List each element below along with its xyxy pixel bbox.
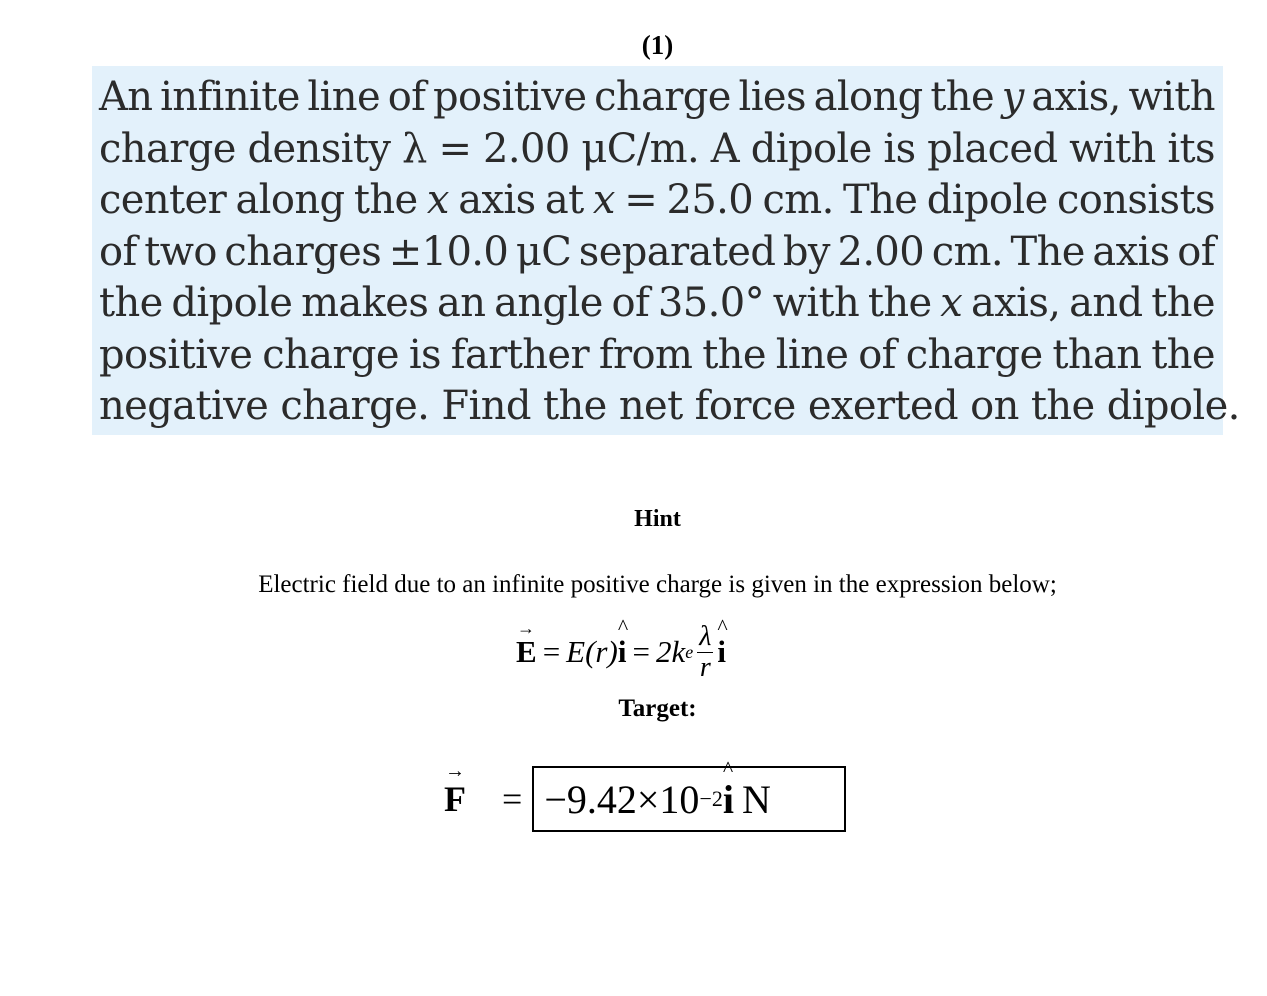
problem-word: charges bbox=[224, 228, 382, 275]
problem-word: dipole bbox=[171, 280, 293, 326]
problem-word: the bbox=[353, 177, 418, 223]
unit-vector-i bbox=[617, 614, 629, 670]
problem-word: by bbox=[782, 228, 830, 275]
answer-unit-vector-letter: i bbox=[722, 776, 734, 822]
problem-word: x bbox=[592, 177, 615, 223]
answer-unit-vector bbox=[722, 755, 734, 823]
problem-word: x bbox=[940, 280, 963, 326]
problem-word: with bbox=[1128, 74, 1215, 120]
problem-word: The bbox=[1010, 228, 1085, 275]
problem-word: the bbox=[702, 331, 766, 378]
problem-word: the bbox=[930, 74, 995, 120]
target-heading: Target: bbox=[618, 695, 697, 722]
electric-field-equation bbox=[516, 612, 726, 692]
coefficient-subscript: e bbox=[685, 641, 694, 662]
problem-word: λ bbox=[402, 125, 427, 172]
problem-word: separated bbox=[578, 228, 776, 275]
problem-word: placed bbox=[927, 125, 1058, 172]
problem-word: cm. bbox=[931, 228, 1003, 275]
answer-equals-sign: = bbox=[502, 779, 523, 819]
unit-vector-letter-2: i bbox=[717, 634, 726, 669]
problem-word: with bbox=[772, 280, 860, 326]
answer-unit: N bbox=[741, 776, 771, 822]
unit-vector-i-2 bbox=[717, 614, 728, 670]
problem-word: an bbox=[437, 280, 486, 326]
hat-icon: ^ bbox=[617, 614, 629, 639]
problem-word: dipole bbox=[750, 125, 872, 172]
problem-line bbox=[99, 175, 1215, 227]
problem-word: line bbox=[775, 331, 849, 378]
problem-word: is bbox=[883, 125, 916, 172]
problem-word: the bbox=[1151, 280, 1215, 326]
problem-word: of bbox=[611, 280, 650, 326]
problem-statement bbox=[92, 66, 1240, 435]
problem-word: y bbox=[1001, 74, 1024, 120]
field-function: E bbox=[566, 634, 586, 669]
problem-word: is bbox=[408, 331, 441, 378]
problem-word: along bbox=[813, 74, 923, 120]
problem-word: The bbox=[843, 177, 918, 223]
problem-word: axis, bbox=[1031, 74, 1121, 120]
problem-word: of bbox=[387, 74, 426, 120]
problem-word: An bbox=[99, 74, 153, 120]
hat-icon-3: ^ bbox=[722, 755, 734, 781]
unit-vector-letter: i bbox=[617, 634, 627, 669]
problem-word: x bbox=[426, 177, 449, 223]
problem-word: its bbox=[1167, 125, 1215, 172]
problem-word: positive bbox=[99, 331, 253, 378]
problem-word: infinite bbox=[160, 74, 300, 120]
problem-word: density bbox=[247, 125, 391, 172]
field-vector-symbol bbox=[516, 618, 537, 670]
problem-word: charge bbox=[99, 125, 236, 172]
fraction-denominator: r bbox=[699, 651, 711, 683]
problem-word: 2.00 bbox=[837, 228, 925, 275]
problem-line bbox=[99, 124, 1215, 176]
problem-line bbox=[99, 330, 1215, 382]
problem-line bbox=[99, 381, 1240, 433]
problem-word: μC bbox=[515, 228, 572, 275]
problem-number: (1) bbox=[641, 30, 674, 60]
problem-word: at bbox=[544, 177, 584, 223]
answer-box bbox=[532, 755, 846, 832]
problem-word: = bbox=[624, 177, 658, 223]
hint-heading: Hint bbox=[634, 506, 681, 532]
target-answer-row bbox=[444, 755, 846, 835]
problem-word: charge bbox=[594, 74, 731, 120]
problem-line bbox=[99, 72, 1215, 124]
problem-word: 2.00 bbox=[483, 125, 570, 172]
problem-word: charge bbox=[905, 331, 1043, 378]
problem-word: the bbox=[1151, 331, 1215, 378]
equals-sign-2: = bbox=[632, 634, 650, 669]
vector-arrow-icon-2: → bbox=[445, 760, 465, 782]
field-argument: (r) bbox=[585, 634, 618, 669]
problem-word: of bbox=[1177, 228, 1215, 275]
force-symbol: F bbox=[444, 779, 466, 819]
problem-word: of bbox=[99, 228, 137, 275]
problem-word: A bbox=[710, 125, 740, 172]
problem-word: 25.0 bbox=[666, 177, 754, 223]
problem-word: ±10.0 bbox=[388, 228, 509, 275]
hat-icon-2: ^ bbox=[717, 614, 728, 639]
problem-word: μC/m. bbox=[581, 125, 700, 172]
force-vector-symbol bbox=[444, 760, 502, 820]
problem-word: center bbox=[99, 177, 227, 223]
lambda-over-r-fraction bbox=[697, 622, 713, 683]
field-symbol: E bbox=[516, 634, 537, 669]
problem-word: from bbox=[598, 331, 693, 378]
problem-word: two bbox=[144, 228, 217, 275]
coefficient: 2k bbox=[655, 634, 686, 669]
problem-word: the bbox=[99, 280, 163, 326]
problem-word: dipole bbox=[926, 177, 1048, 223]
problem-word: 35.0° bbox=[657, 280, 764, 326]
problem-word: makes bbox=[301, 280, 429, 326]
problem-line bbox=[99, 227, 1215, 279]
answer-exponent: −2 bbox=[699, 786, 723, 811]
problem-word: of bbox=[858, 331, 896, 378]
problem-word: lies bbox=[738, 74, 806, 120]
problem-word: positive bbox=[433, 74, 587, 120]
problem-word: axis, bbox=[970, 280, 1061, 326]
problem-word: consists bbox=[1056, 177, 1215, 223]
problem-word: farther bbox=[450, 331, 589, 378]
problem-word: along bbox=[235, 177, 345, 223]
problem-word: axis bbox=[1092, 228, 1170, 275]
problem-word: charge bbox=[262, 331, 399, 378]
problem-word: and bbox=[1069, 280, 1143, 326]
problem-word: line bbox=[307, 74, 381, 120]
problem-line bbox=[99, 278, 1215, 330]
problem-word: angle bbox=[494, 280, 603, 326]
equals-sign: = bbox=[542, 634, 561, 669]
problem-word: negative charge. Find the net force exerted on the dipole. bbox=[99, 383, 1240, 429]
vector-arrow-icon: → bbox=[517, 618, 535, 638]
answer-mantissa: −9.42×10 bbox=[544, 776, 700, 822]
problem-word: axis bbox=[458, 177, 536, 223]
problem-word: = bbox=[438, 125, 472, 172]
problem-word: than bbox=[1052, 331, 1142, 378]
problem-word: the bbox=[867, 280, 932, 326]
problem-word: cm. bbox=[762, 177, 834, 223]
hint-text: Electric field due to an infinite positive charge is given in the expression below; bbox=[258, 571, 1057, 598]
problem-word: with bbox=[1069, 125, 1156, 172]
fraction-numerator: λ bbox=[699, 620, 712, 652]
